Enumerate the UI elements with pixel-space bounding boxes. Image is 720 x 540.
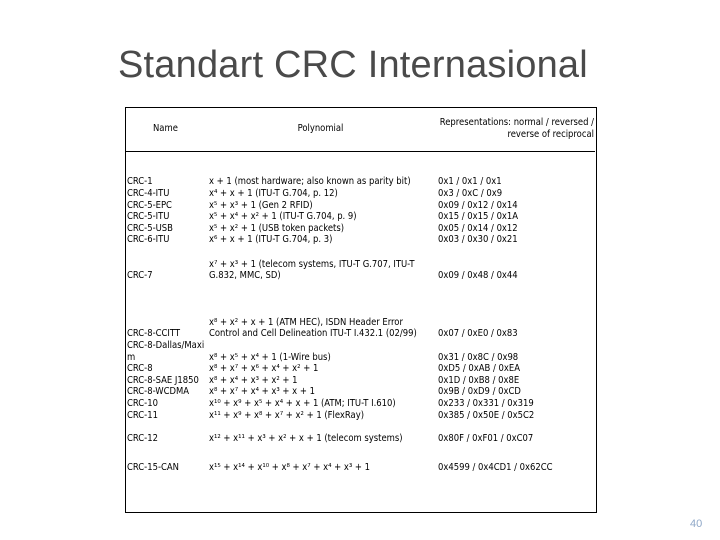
cell-representation: 0x3 / 0xC / 0x9 (438, 188, 503, 199)
table-row (125, 188, 595, 200)
cell-name: CRC-4-ITU (127, 188, 170, 199)
table-row (125, 444, 595, 473)
cell-representation: 0xD5 / 0xAB / 0xEA (438, 363, 520, 375)
table-frame-bottom (125, 512, 597, 513)
cell-representation: 0x31 / 0x8C / 0x98 (438, 351, 519, 363)
cell-name: CRC-5-ITU (127, 211, 170, 223)
table-row (125, 234, 595, 246)
cell-polynomial: x⁵ + x³ + 1 (Gen 2 RFID) (209, 199, 313, 211)
cell-name: CRC-10 (127, 397, 158, 409)
table-row (125, 398, 595, 410)
cell-representation: 0x233 / 0x331 / 0x319 (438, 397, 534, 409)
cell-representation: 0x03 / 0x30 / 0x21 (438, 234, 518, 246)
cell-polynomial: x¹⁰ + x⁹ + x⁵ + x⁴ + x + 1 (ATM; ITU-T I.610) (209, 397, 396, 409)
cell-name: CRC-5-USB (127, 222, 173, 234)
cell-name: CRC-15-CAN (127, 461, 179, 473)
header-polynomial: Polynomial (207, 107, 434, 152)
cell-polynomial: x¹⁵ + x¹⁴ + x¹⁰ + x⁸ + x⁷ + x⁴ + x³ + 1 (209, 461, 371, 473)
cell-representation: 0x09 / 0x12 / 0x14 (438, 199, 518, 211)
cell-polynomial: x⁸ + x⁷ + x⁶ + x⁴ + x² + 1 (209, 363, 319, 375)
table-row (125, 386, 595, 398)
cell-name: CRC-8-SAE J1850 (127, 374, 199, 386)
cell-representation: 0x09 / 0x48 / 0x44 (438, 270, 518, 282)
cell-representation: 0x4599 / 0x4CD1 / 0x62CC (438, 461, 553, 473)
table-row (125, 410, 595, 422)
cell-name: CRC-8-Dallas/Maxim (127, 339, 205, 363)
cell-polynomial: x⁸ + x⁵ + x⁴ + 1 (1-Wire bus) (209, 351, 331, 363)
table-row (125, 421, 595, 444)
cell-representation: 0x1D / 0xB8 / 0x8E (438, 374, 520, 386)
table-row (125, 340, 595, 363)
table-row (125, 246, 595, 282)
table-row (125, 363, 595, 375)
cell-name: CRC-8-WCDMA (127, 386, 190, 398)
cell-representation: 0x9B / 0xD9 / 0xCD (438, 386, 521, 398)
cell-polynomial: x + 1 (most hardware; also known as parity bit) (209, 176, 411, 188)
table-row (125, 375, 595, 387)
cell-polynomial: x⁵ + x⁴ + x² + 1 (ITU-T G.704, p. 9) (209, 211, 357, 223)
cell-representation: 0x385 / 0x50E / 0x5C2 (438, 409, 535, 421)
cell-polynomial: x⁸ + x² + x + 1 (ATM HEC), ISDN Header Error Control and Cell Delineation ITU-T I.432.1 (02/99) (209, 316, 417, 340)
cell-polynomial: x⁷ + x³ + 1 (telecom systems, ITU-T G.707, ITU-T G.832, MMC, SD) (209, 258, 415, 282)
cell-name: CRC-12 (127, 432, 158, 444)
cell-name: CRC-8 (127, 363, 153, 375)
cell-representation: 0x1 / 0x1 / 0x1 (438, 176, 502, 188)
header-name: Name (125, 107, 207, 152)
header-representations: Representations: normal / reversed / reverse of reciprocal (434, 107, 595, 152)
slide-title: Standart CRC Internasional (118, 44, 588, 86)
cell-polynomial: x⁶ + x + 1 (ITU-T G.704, p. 3) (209, 234, 333, 246)
cell-name: CRC-5-EPC (127, 199, 172, 211)
table-row (125, 211, 595, 223)
cell-polynomial: x⁸ + x⁴ + x³ + x² + 1 (209, 374, 298, 386)
table-row (125, 282, 595, 340)
crc-table (125, 107, 595, 473)
cell-representation: 0x07 / 0xE0 / 0x83 (438, 328, 518, 340)
cell-representation: 0x05 / 0x14 / 0x12 (438, 222, 518, 234)
cell-name: CRC-7 (127, 270, 153, 282)
cell-polynomial: x⁴ + x + 1 (ITU-T G.704, p. 12) (209, 188, 338, 199)
cell-name: CRC-6-ITU (127, 234, 170, 246)
table-row (125, 223, 595, 235)
cell-polynomial: x¹¹ + x⁹ + x⁸ + x⁷ + x² + 1 (FlexRay) (209, 409, 364, 421)
cell-name: CRC-1 (127, 176, 153, 188)
cell-polynomial: x⁸ + x⁷ + x⁴ + x³ + x + 1 (209, 386, 315, 398)
table-row (125, 152, 595, 189)
cell-name: CRC-8-CCITT (127, 328, 181, 340)
slide-number: 40 (690, 518, 703, 530)
table-header-row (125, 107, 595, 152)
cell-polynomial: x¹² + x¹¹ + x³ + x² + x + 1 (telecom systems) (209, 432, 403, 444)
cell-representation: 0x15 / 0x15 / 0x1A (438, 211, 519, 223)
cell-polynomial: x⁵ + x² + 1 (USB token packets) (209, 222, 345, 234)
cell-representation: 0x80F / 0xF01 / 0xC07 (438, 432, 534, 444)
table-row (125, 200, 595, 212)
cell-name: CRC-11 (127, 409, 158, 421)
